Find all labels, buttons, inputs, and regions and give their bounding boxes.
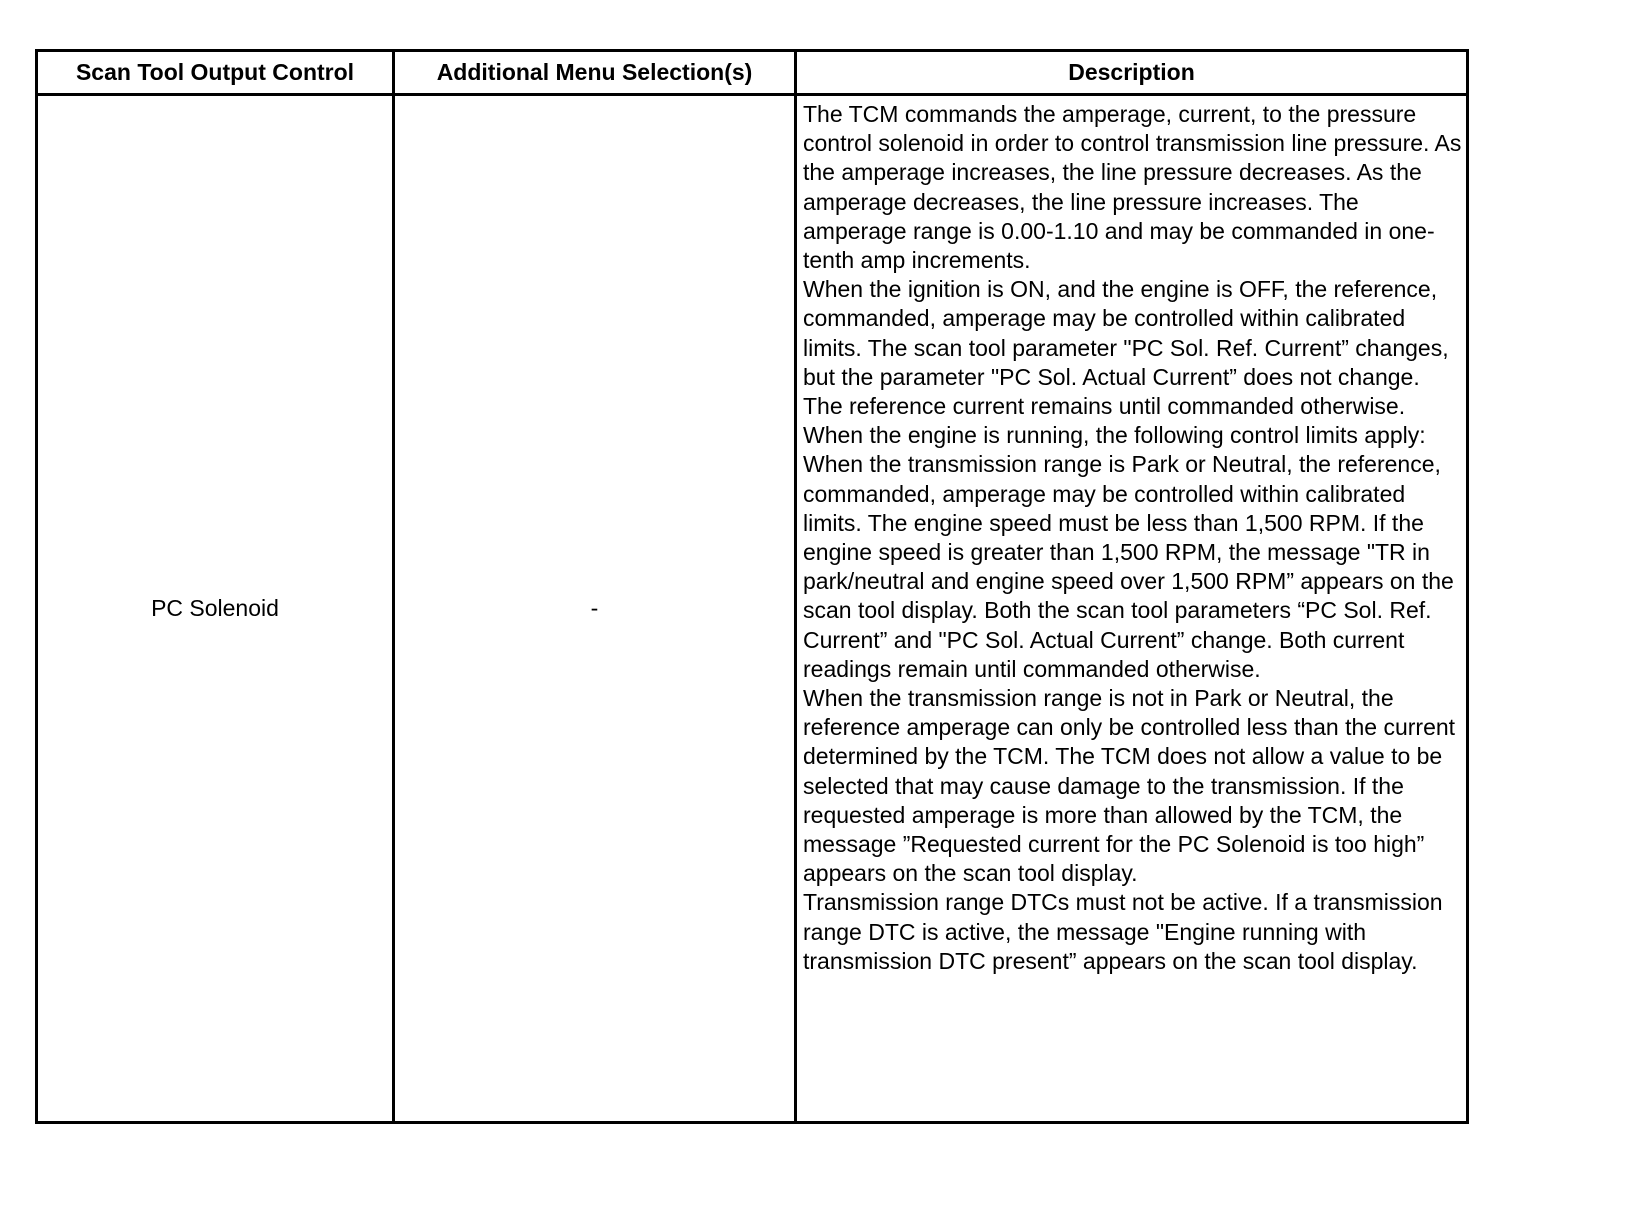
output-control-cell: PC Solenoid <box>37 95 394 1123</box>
description-paragraph-5: When the transmission range is not in Park or Neutral, the reference amperage can only be controlled less than the current determined by the TCM. The TCM does not allow a value to be selected that may cause damage to the transmission. If the requested amperage is more than allowed by the TCM, the message ”Requested current for the PC Solenoid is too high” appears on the scan tool display. <box>803 685 1456 887</box>
description-paragraph-6: Transmission range DTCs must not be active. If a transmission range DTC is active, the message "Engine running with transmission DTC present” appears on the scan tool display. <box>803 889 1443 974</box>
header-scan-tool-output-control: Scan Tool Output Control <box>37 51 394 95</box>
description-cell <box>796 95 1468 1123</box>
header-description: Description <box>796 51 1468 95</box>
table-row <box>37 95 1468 1123</box>
header-additional-menu-selections: Additional Menu Selection(s) <box>394 51 796 95</box>
description-paragraph-3: When the engine is running, the following control limits apply: <box>803 422 1426 449</box>
scan-tool-output-control-table <box>35 49 1469 1124</box>
description-paragraph-2: When the ignition is ON, and the engine is OFF, the reference, commanded, amperage may be controlled within calibrated limits. The scan tool parameter "PC Sol. Ref. Current” changes, but the parameter "PC Sol. Actual Current” does not change. The reference current remains until commanded otherwise. <box>803 276 1449 420</box>
menu-selection-cell: - <box>394 95 796 1123</box>
description-paragraph-4: When the transmission range is Park or Neutral, the reference, commanded, amperage may be controlled within calibrated limits. The engine speed must be less than 1,500 RPM. If the engine speed is greater than 1,500 RPM, the message "TR in park/neutral and engine speed over 1,500 RPM” appears on the scan tool display. Both the scan tool parameters “PC Sol. Ref. Current” and "PC Sol. Actual Current” change. Both current readings remain until commanded otherwise. <box>803 451 1454 682</box>
table-header-row <box>37 51 1468 95</box>
description-paragraph-1: The TCM commands the amperage, current, to the pressure control solenoid in order to control transmission line pressure. As the amperage increases, the line pressure decreases. As the amperage decreases, the line pressure increases. The amperage range is 0.00-1.10 and may be commanded in one-tenth amp increments. <box>803 101 1462 274</box>
